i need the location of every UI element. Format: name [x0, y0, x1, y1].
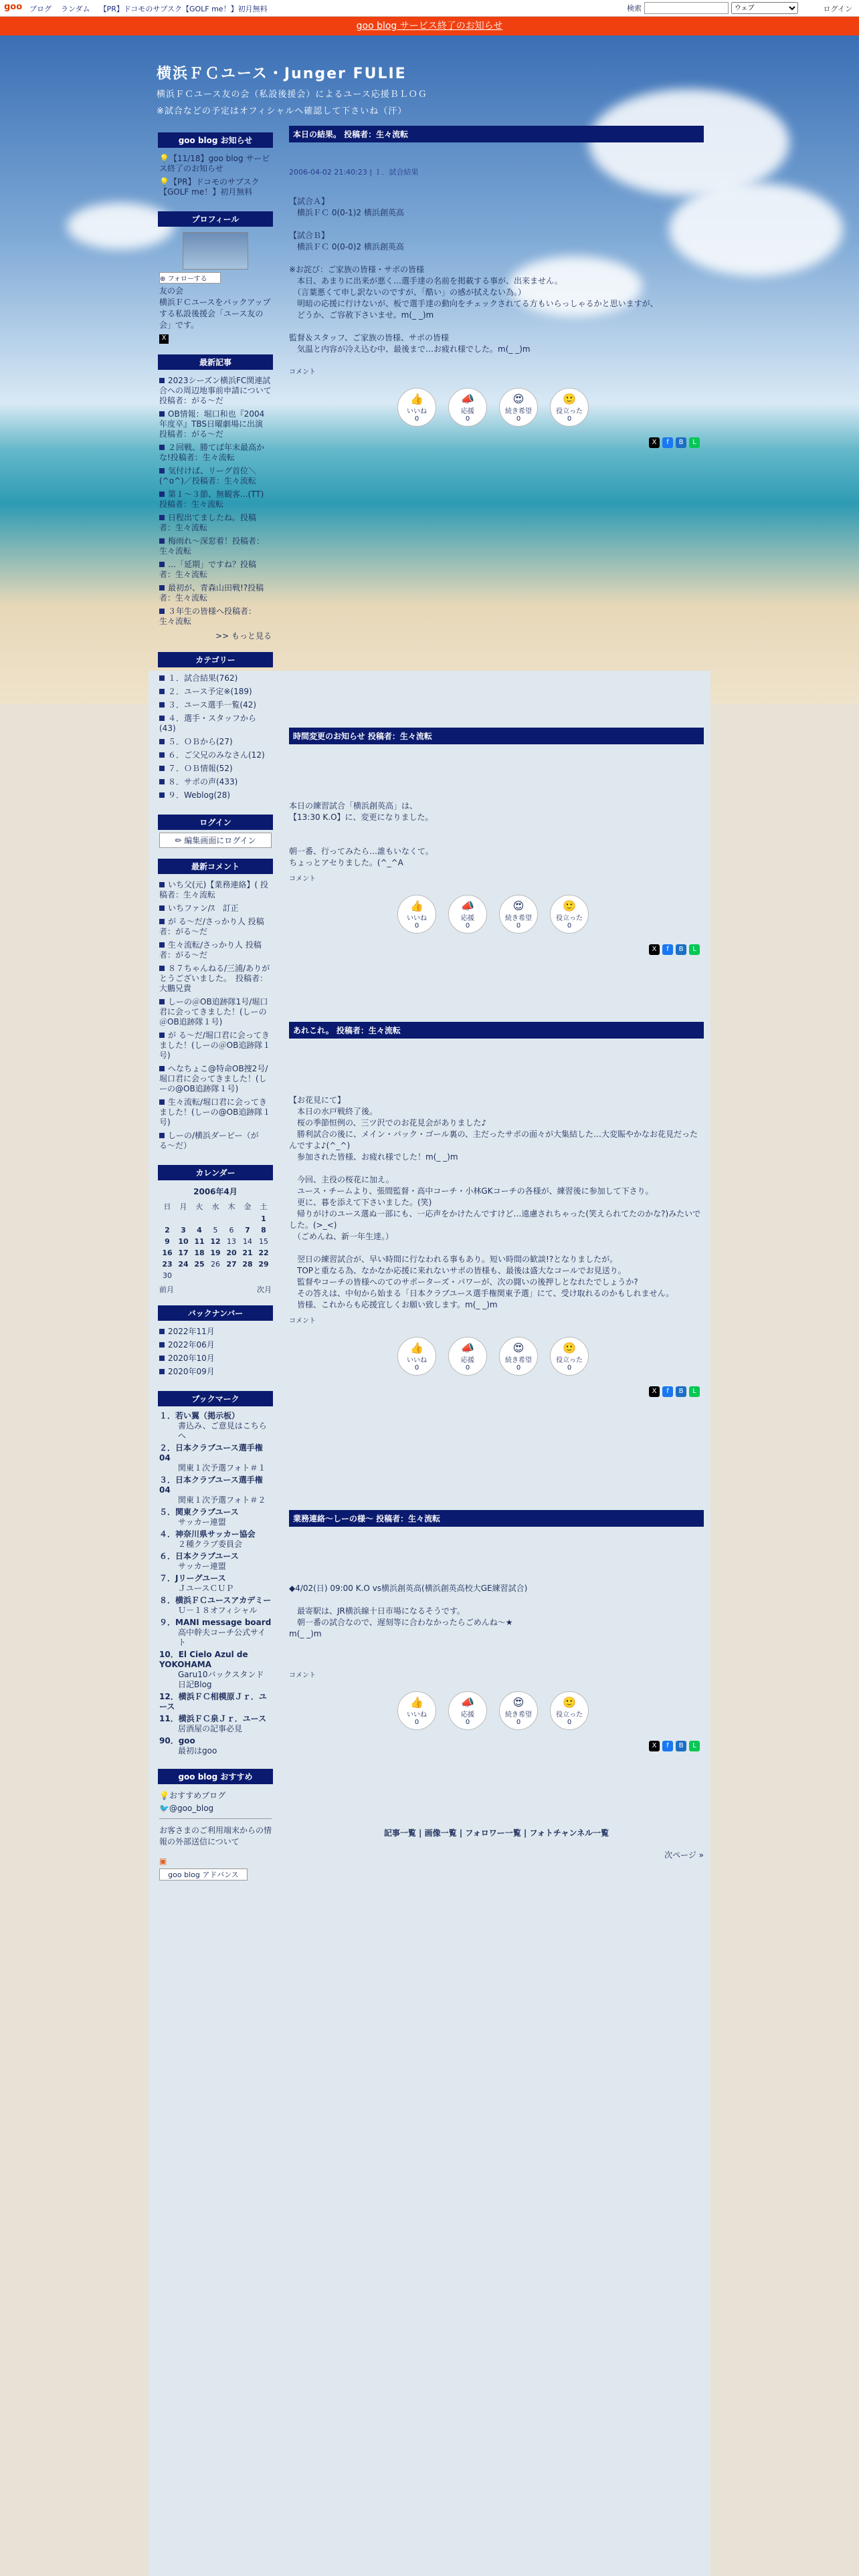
- share-buttons: [289, 1386, 700, 1397]
- cal-day-link[interactable]: 9: [165, 1237, 170, 1246]
- helpful-button[interactable]: 🙂 役立った 0: [550, 1691, 589, 1730]
- bookmark-item[interactable]: 10．El Cielo Azul de YOKOHAMA Garu10バックスタンド日記Blog: [159, 1650, 264, 1689]
- bulb-icon: 💡: [159, 177, 169, 187]
- more-button[interactable]: 😍 続き希望 0: [499, 895, 538, 934]
- goo-recommend-heading: goo blog おすすめ: [158, 1769, 273, 1784]
- entry-title[interactable]: 時間変更のお知らせ 投稿者：生々流転: [289, 728, 704, 744]
- share-buttons: [289, 437, 700, 448]
- service-end-notice: [0, 17, 859, 35]
- search-scope-select[interactable]: [731, 2, 798, 14]
- cal-day-link[interactable]: 19: [210, 1249, 221, 1257]
- comment-link[interactable]: コメント: [289, 368, 316, 376]
- comment-item[interactable]: しーの/横浜ダービー（がる〜だ）: [159, 1131, 259, 1150]
- calendar: [158, 1180, 273, 1297]
- cal-day-link[interactable]: 12: [210, 1237, 221, 1246]
- share-buttons: [289, 944, 700, 955]
- bookmark-item[interactable]: ８．横浜ＦＣユースアカデミー Ｕ－１８オフィシャル: [159, 1596, 272, 1615]
- category-item[interactable]: ８．サポの声(433): [159, 777, 272, 787]
- notice-item[interactable]: 💡【PR】ドコモのサブスク【GOLF me！】初月無料: [159, 177, 260, 197]
- reaction-buttons: [397, 1337, 704, 1376]
- recent-item[interactable]: ３年生の皆様へ投稿者：生々流転: [159, 607, 257, 626]
- x-share-icon[interactable]: X: [649, 1741, 660, 1751]
- profile-name[interactable]: 友の会: [159, 286, 184, 296]
- cal-day-link[interactable]: 7: [245, 1226, 250, 1235]
- category-item[interactable]: ６．ご父兄のみなさん(12): [159, 750, 272, 760]
- cal-dow: 日: [163, 1202, 171, 1211]
- backnumber-item[interactable]: 2022年11月: [159, 1327, 272, 1337]
- cal-day-link[interactable]: 4: [197, 1226, 202, 1235]
- edit-login-button[interactable]: ✏ 編集画面にログイン: [159, 833, 272, 848]
- helpful-button[interactable]: 🙂 役立った 0: [550, 1337, 589, 1376]
- nav-pr[interactable]: 【PR】ドコモのサブスク【GOLF me！】初月無料: [99, 5, 268, 13]
- backnumber-item[interactable]: 2022年06月: [159, 1340, 272, 1350]
- cal-dow: 金: [244, 1202, 252, 1211]
- comment-item[interactable]: ８７ちゃんねる/三浦/ありがとうございました。 投稿者：大鵬兄貴: [159, 964, 270, 993]
- entry-body: ◆4/02(日) 09:00 K.O vs横浜創英高(横浜創英高校大GE練習試合) 最寄駅は、JR横浜線十日市場になるそうです。 朝一番の試合なので、遅刻等に合わなかったらごめんね〜★ m(_ _)m: [289, 1584, 528, 1638]
- category-heading: カテゴリー: [158, 652, 273, 667]
- notice-link[interactable]: goo blog サービス終了のお知らせ: [356, 21, 503, 31]
- calendar-month: 2006年4月: [193, 1187, 237, 1196]
- cal-dow: 火: [195, 1202, 203, 1211]
- facebook-icon[interactable]: f: [662, 944, 673, 955]
- recent-item[interactable]: ２回戦、勝てば年末最高かな!投稿者：生々流転: [159, 443, 265, 462]
- backnumber-item[interactable]: 2020年09月: [159, 1367, 272, 1377]
- comment-item[interactable]: が る〜だ/さっかり人 投稿者：がる〜だ: [159, 917, 264, 936]
- line-icon[interactable]: L: [689, 944, 700, 955]
- thumbs-up-icon: 👍: [410, 1341, 423, 1354]
- recommend-blog-link[interactable]: 💡おすすめブログ: [159, 1791, 226, 1800]
- recent-item[interactable]: 梅雨れ～深窓着！投稿者：生々流転: [159, 536, 265, 556]
- comment-link[interactable]: コメント: [289, 1317, 316, 1325]
- cal-day-link[interactable]: 3: [181, 1226, 186, 1235]
- share-buttons: [289, 1741, 700, 1751]
- line-icon[interactable]: L: [689, 1386, 700, 1397]
- reaction-buttons: [397, 388, 704, 427]
- cal-dow: 土: [260, 1202, 268, 1211]
- next-page-link[interactable]: 次ページ »: [664, 1850, 704, 1860]
- bookmark-item[interactable]: ７．Jリーグユース ＪユースＣＵＰ: [159, 1574, 234, 1593]
- more-button[interactable]: 😍 続き希望 0: [499, 1691, 538, 1730]
- helpful-button[interactable]: 🙂 役立った 0: [550, 388, 589, 427]
- entry-body: 【お花見にて】 本日の水戸戦終了後。 桜の季節恒例の、三ツ沢でのお花見会がありました♪ 勝利試合の後に、メイン・バック・ゴール裏の、主だったサポの面々が大集結した…大変賑やかなお花見だったんですよ♪(^_^) 参加された皆様、お疲れ様でした！m(_ _)m 今回、主役の桜花に加え。 ユース・チームより、張間監督・高中コーチ・小林GKコーチの各様が、練習後に参加して下さり。 更に、暮を添えて下さいました。(笑) 帰りがけのユース選ぬ一部にも、一応声をかけたんですけど…遠慮されちゃった(笑えられてたのかな?)みたいでした。(>_<) （ごめんね、新一年生達。） 翌日の練習試合が、早い時間に行なわれる事もあり。短い時間の歓談!?となりましたが。 TOPと重なる為、なかなか応援に来れないサポの皆様も、最後は盛大なコールでお見送り。 監督やコーチの皆様へのてのサポーターズ・パワーが、次の闘いの後押しとなれたでしょうか? その答えは、中旬から始まる「日本クラブユース選手権関東予選」にて、受け取れるのかもしれません。 皆様、これからも応援宜しくお願い致します。m(_ _)m: [289, 1095, 701, 1309]
- like-button[interactable]: 👍 いいね 0: [397, 1337, 436, 1376]
- heart-eyes-icon: 😍: [512, 392, 524, 405]
- bookmark-item[interactable]: ２．日本クラブユース選手権04 関東１次予選フォト＃１: [159, 1443, 266, 1473]
- entry-meta[interactable]: 2006-04-02 21:40:23 | １．試合結果: [289, 168, 419, 177]
- nav-random[interactable]: ランダム: [61, 5, 90, 13]
- calendar-next[interactable]: 次月: [257, 1285, 272, 1294]
- cheer-button[interactable]: 📣 応援 0: [448, 388, 487, 427]
- search-input[interactable]: [644, 2, 729, 14]
- recent-heading: 最新記事: [158, 354, 273, 370]
- comments-heading: 最新コメント: [158, 859, 273, 874]
- cal-day-link[interactable]: 17: [178, 1249, 189, 1257]
- comment-item[interactable]: 生々流転/堀口君に会ってきました！(しーの@OB追跡隊１号): [159, 1097, 271, 1127]
- megaphone-icon: 📣: [461, 392, 474, 405]
- bookmark-heading: ブックマーク: [158, 1391, 273, 1406]
- external-send-info[interactable]: お客さまのご利用端末からの情報の外部送信について: [159, 1818, 272, 1847]
- heart-eyes-icon: 😍: [512, 899, 524, 912]
- twitter-icon: 🐦: [159, 1804, 169, 1813]
- goo-advance-banner[interactable]: goo blog アドバンス: [159, 1868, 248, 1881]
- smile-icon: 🙂: [563, 1695, 576, 1709]
- facebook-icon[interactable]: f: [662, 1741, 673, 1751]
- megaphone-icon: 📣: [461, 899, 474, 912]
- bookmark-item[interactable]: 90．goo 最初はgoo: [159, 1736, 217, 1755]
- cal-day-link[interactable]: 25: [194, 1260, 205, 1269]
- heart-eyes-icon: 😍: [512, 1695, 524, 1709]
- like-button[interactable]: 👍 いいね 0: [397, 895, 436, 934]
- profile-box: [158, 227, 273, 346]
- entry: [289, 126, 704, 728]
- hatena-icon[interactable]: B: [676, 1741, 686, 1751]
- bookmark-item[interactable]: 11．横浜ＦＣ泉Ｊｒ．ユース 居酒屋の記事必見: [159, 1714, 267, 1733]
- recent-item[interactable]: …「延期」ですね？投稿者：生々流転: [159, 560, 257, 579]
- cheer-button[interactable]: 📣 応援 0: [448, 1337, 487, 1376]
- cal-day-link[interactable]: 18: [194, 1249, 205, 1257]
- x-share-icon[interactable]: X: [649, 944, 660, 955]
- megaphone-icon: 📣: [461, 1695, 474, 1709]
- blog-title[interactable]: 横浜ＦＣユース・Junger FULIE: [157, 66, 407, 82]
- cal-day-link[interactable]: 22: [258, 1249, 269, 1257]
- hatena-icon[interactable]: B: [676, 944, 686, 955]
- recent-item[interactable]: OB情報：堀口和也『2004年度卒』TBS日曜劇場に出演 投稿者：がる〜だ: [159, 409, 271, 439]
- smile-icon: 🙂: [563, 392, 576, 405]
- like-button[interactable]: 👍 いいね 0: [397, 388, 436, 427]
- category-item[interactable]: ９．Weblog(28): [159, 790, 272, 800]
- entry-body: 【試合Ａ】 横浜ＦＣ 0(0-1)2 横浜創英高 【試合Ｂ】 横浜ＦＣ 0(0-0)2 横浜創英高 ※お詫び：ご家族の皆様・サポの皆様 本日、あまりに出来が悪く…選手達の名前を掲載する事が、出来ません。 （言葉悪くて申し訳ないのですが、「酷い」の感が拭えない為。） 明暗の応援に行けないが、板で選手達の動向をチェックされてる方もいらっしゃるかと思いますが、 どうか、ご容赦下さいませ。m(_ _)m 監督＆スタッフ、ご家族の皆様、サポの皆様 気温と内容が冷え込む中、最後まで…お疲れ様でした。m(_ _)m: [289, 197, 658, 354]
- login-link[interactable]: ログイン: [823, 5, 852, 13]
- nav-blog[interactable]: ブログ: [29, 5, 52, 13]
- follow-button[interactable]: ⊕ フォローする: [159, 272, 221, 284]
- recent-item[interactable]: 気付けば、リーグ首位＼(^o^)／投稿者：生々流転: [159, 466, 257, 486]
- category-item[interactable]: ４．選手・スタッフから(43): [159, 714, 257, 733]
- thumbs-up-icon: 👍: [410, 899, 423, 912]
- more-button[interactable]: 😍 続き希望 0: [499, 388, 538, 427]
- x-share-icon[interactable]: X: [159, 334, 169, 344]
- main-content: [289, 126, 704, 1860]
- comment-item[interactable]: しーの＠OB追跡隊1号/堀口君に会ってきました！(しーの＠OB追跡隊１号): [159, 997, 268, 1027]
- category-item[interactable]: ５．ＯＢから(27): [159, 737, 272, 747]
- facebook-icon[interactable]: f: [662, 437, 673, 448]
- cal-day-link[interactable]: 2: [165, 1226, 170, 1235]
- blog-description-note: ※試合などの予定はオフィシャルへ確認して下さいね（汗）: [157, 106, 407, 116]
- calendar-table: 日 月 火 水 木 金 土 1 2 3 4 5 6 7 8 9 10 11 12 13 14 15 16 17 18 19 20 21 22 23 24 25 26 27 28 29 30: [159, 1200, 272, 1281]
- entry: [289, 1510, 704, 1798]
- line-icon[interactable]: L: [689, 1741, 700, 1751]
- calendar-prev[interactable]: 前月: [159, 1285, 174, 1294]
- notice-item[interactable]: 💡【11/18】goo blog サービス終了のお知らせ: [159, 154, 270, 173]
- reaction-buttons: [397, 1691, 704, 1730]
- entry-title[interactable]: あれこれ。 投稿者：生々流転: [289, 1022, 704, 1039]
- bulb-icon: 💡: [159, 1791, 169, 1800]
- like-button[interactable]: 👍 いいね 0: [397, 1691, 436, 1730]
- thumbs-up-icon: 👍: [410, 392, 423, 405]
- reaction-buttons: [397, 895, 704, 934]
- cal-day-link[interactable]: 8: [261, 1226, 266, 1235]
- calendar-heading: カレンダー: [158, 1165, 273, 1180]
- cal-day-link[interactable]: 10: [178, 1237, 189, 1246]
- list-links[interactable]: 記事一覧 | 画像一覧 | フォロワー一覧 | フォトチャンネル一覧: [383, 1828, 609, 1838]
- thumbs-up-icon: 👍: [410, 1695, 423, 1709]
- cal-day-link[interactable]: 20: [226, 1249, 237, 1257]
- entry-title[interactable]: 本日の結果。 投稿者：生々流転: [289, 126, 704, 142]
- cal-dow: 木: [227, 1202, 235, 1211]
- line-icon[interactable]: L: [689, 437, 700, 448]
- entry: [289, 1022, 704, 1510]
- blog-header: [157, 62, 692, 116]
- blog-description: 横浜ＦＣユース友の会（私設後援会）によるユース応援ＢＬＯＧ: [157, 90, 427, 100]
- facebook-icon[interactable]: f: [662, 1386, 673, 1397]
- profile-heading: プロフィール: [158, 211, 273, 227]
- category-item[interactable]: ３．ユース選手一覧(42): [159, 700, 272, 710]
- megaphone-icon: 📣: [461, 1341, 474, 1354]
- cal-day-link[interactable]: 23: [162, 1260, 173, 1269]
- x-share-icon[interactable]: X: [649, 437, 660, 448]
- goo-twitter-link[interactable]: 🐦@goo_blog: [159, 1804, 214, 1813]
- cal-day-link[interactable]: 29: [258, 1260, 269, 1269]
- topbar-search: [627, 2, 798, 14]
- comment-link[interactable]: コメント: [289, 1672, 316, 1679]
- cal-day-link[interactable]: 11: [194, 1237, 205, 1246]
- notice-heading: goo blog お知らせ: [158, 132, 273, 148]
- backnumber-item[interactable]: 2020年10月: [159, 1354, 272, 1364]
- cheer-button[interactable]: 📣 応援 0: [448, 895, 487, 934]
- cal-day-link[interactable]: 16: [162, 1249, 173, 1257]
- comment-item[interactable]: いちファン/ｽ 訂正: [159, 903, 272, 914]
- comment-link[interactable]: コメント: [289, 875, 316, 883]
- goo-topbar: [0, 0, 859, 17]
- blog-container: [149, 35, 710, 2576]
- profile-text: 横浜ＦＣユースをバックアップする私設後援会「ユース友の会」です。: [159, 298, 271, 330]
- comment-item[interactable]: いち父(元)【業務連絡】( 投稿者：生々流転: [159, 880, 268, 899]
- hatena-icon[interactable]: B: [676, 1386, 686, 1397]
- cal-day-link[interactable]: 21: [242, 1249, 253, 1257]
- cheer-button[interactable]: 📣 応援 0: [448, 1691, 487, 1730]
- bookmark-item[interactable]: ９．MANI message board 高中幹夫コーチ公式サイト: [159, 1618, 272, 1647]
- category-item[interactable]: ２．ユース予定※(189): [159, 687, 272, 697]
- backnumber-heading: バックナンバー: [158, 1305, 273, 1321]
- pencil-icon: ✏: [175, 836, 182, 845]
- bookmark-item[interactable]: ５．関東クラブユース サッカー連盟: [159, 1507, 239, 1527]
- cal-dow: 月: [179, 1202, 187, 1211]
- topbar-nav: [29, 3, 268, 14]
- cal-dow: 水: [211, 1202, 219, 1211]
- smile-icon: 🙂: [563, 1341, 576, 1354]
- login-heading: ログイン: [158, 815, 273, 830]
- bulb-icon: 💡: [159, 154, 169, 163]
- bookmark-item[interactable]: ６．日本クラブユース サッカー連盟: [159, 1551, 239, 1571]
- comment-item[interactable]: へなちょこ@特命OB捜2号/堀口君に会ってきました！(しーの@OB追跡隊１号): [159, 1064, 268, 1093]
- heart-eyes-icon: 😍: [512, 1341, 524, 1354]
- entry-title[interactable]: 業務連絡〜しーの様〜 投稿者：生々流転: [289, 1510, 704, 1527]
- profile-image[interactable]: [183, 232, 248, 270]
- bookmark-item[interactable]: １．若い翼（掲示板） 書込み、ご意見はこちらへ: [159, 1411, 267, 1440]
- hatena-icon[interactable]: B: [676, 437, 686, 448]
- rss-icon[interactable]: ▣: [159, 1856, 167, 1866]
- recent-item[interactable]: 2023シーズン横浜FC関連試合への周辺地事前申請について 投稿者：がる〜だ: [159, 376, 280, 405]
- bookmark-item[interactable]: ３．日本クラブユース選手権04 関東１次予選フォト＃２: [159, 1475, 266, 1505]
- sidebar: [158, 132, 280, 1883]
- cal-day-link[interactable]: 24: [178, 1260, 189, 1269]
- category-item[interactable]: ７．ＯＢ情報(52): [159, 764, 272, 774]
- comment-item[interactable]: 生々流転/さっかり人 投稿者：がる〜だ: [159, 940, 262, 960]
- entry-body: 本日の練習試合「横浜創英高」は、 【13:30 K.O】に、変更になりました。 朝一番、行ってみたら…誰もいなくて。 ちょっとアセりました。(^_^A: [289, 801, 434, 867]
- goo-logo[interactable]: goo: [4, 2, 23, 12]
- cal-day-link[interactable]: 1: [261, 1214, 266, 1223]
- recent-item[interactable]: 第１〜３節、無観客...(TT)投稿者：生々流転: [159, 490, 264, 509]
- smile-icon: 🙂: [563, 899, 576, 912]
- more-button[interactable]: 😍 続き希望 0: [499, 1337, 538, 1376]
- recent-item[interactable]: 最初が、青森山田戦!?投稿者：生々流転: [159, 583, 264, 603]
- bookmark-item[interactable]: ４．神奈川県サッカー協会 ２種クラブ委員会: [159, 1529, 256, 1549]
- recent-more-link[interactable]: >> もっと見る: [215, 631, 272, 641]
- helpful-button[interactable]: 🙂 役立った 0: [550, 895, 589, 934]
- search-label: 検索: [627, 4, 642, 13]
- category-item[interactable]: １．試合結果(762): [159, 673, 272, 683]
- bookmark-item[interactable]: 12．横浜ＦＣ相模原Ｊｒ．ユース: [159, 1692, 267, 1711]
- cal-day-link[interactable]: 28: [242, 1260, 253, 1269]
- recent-item[interactable]: 日程出てましたね。投稿者：生々流転: [159, 513, 257, 532]
- x-share-icon[interactable]: X: [649, 1386, 660, 1397]
- entry: [289, 728, 704, 1022]
- cal-day-link[interactable]: 27: [226, 1260, 237, 1269]
- comment-item[interactable]: が る〜だ/堀口君に会ってきました！(しーの＠OB追跡隊１号): [159, 1031, 271, 1060]
